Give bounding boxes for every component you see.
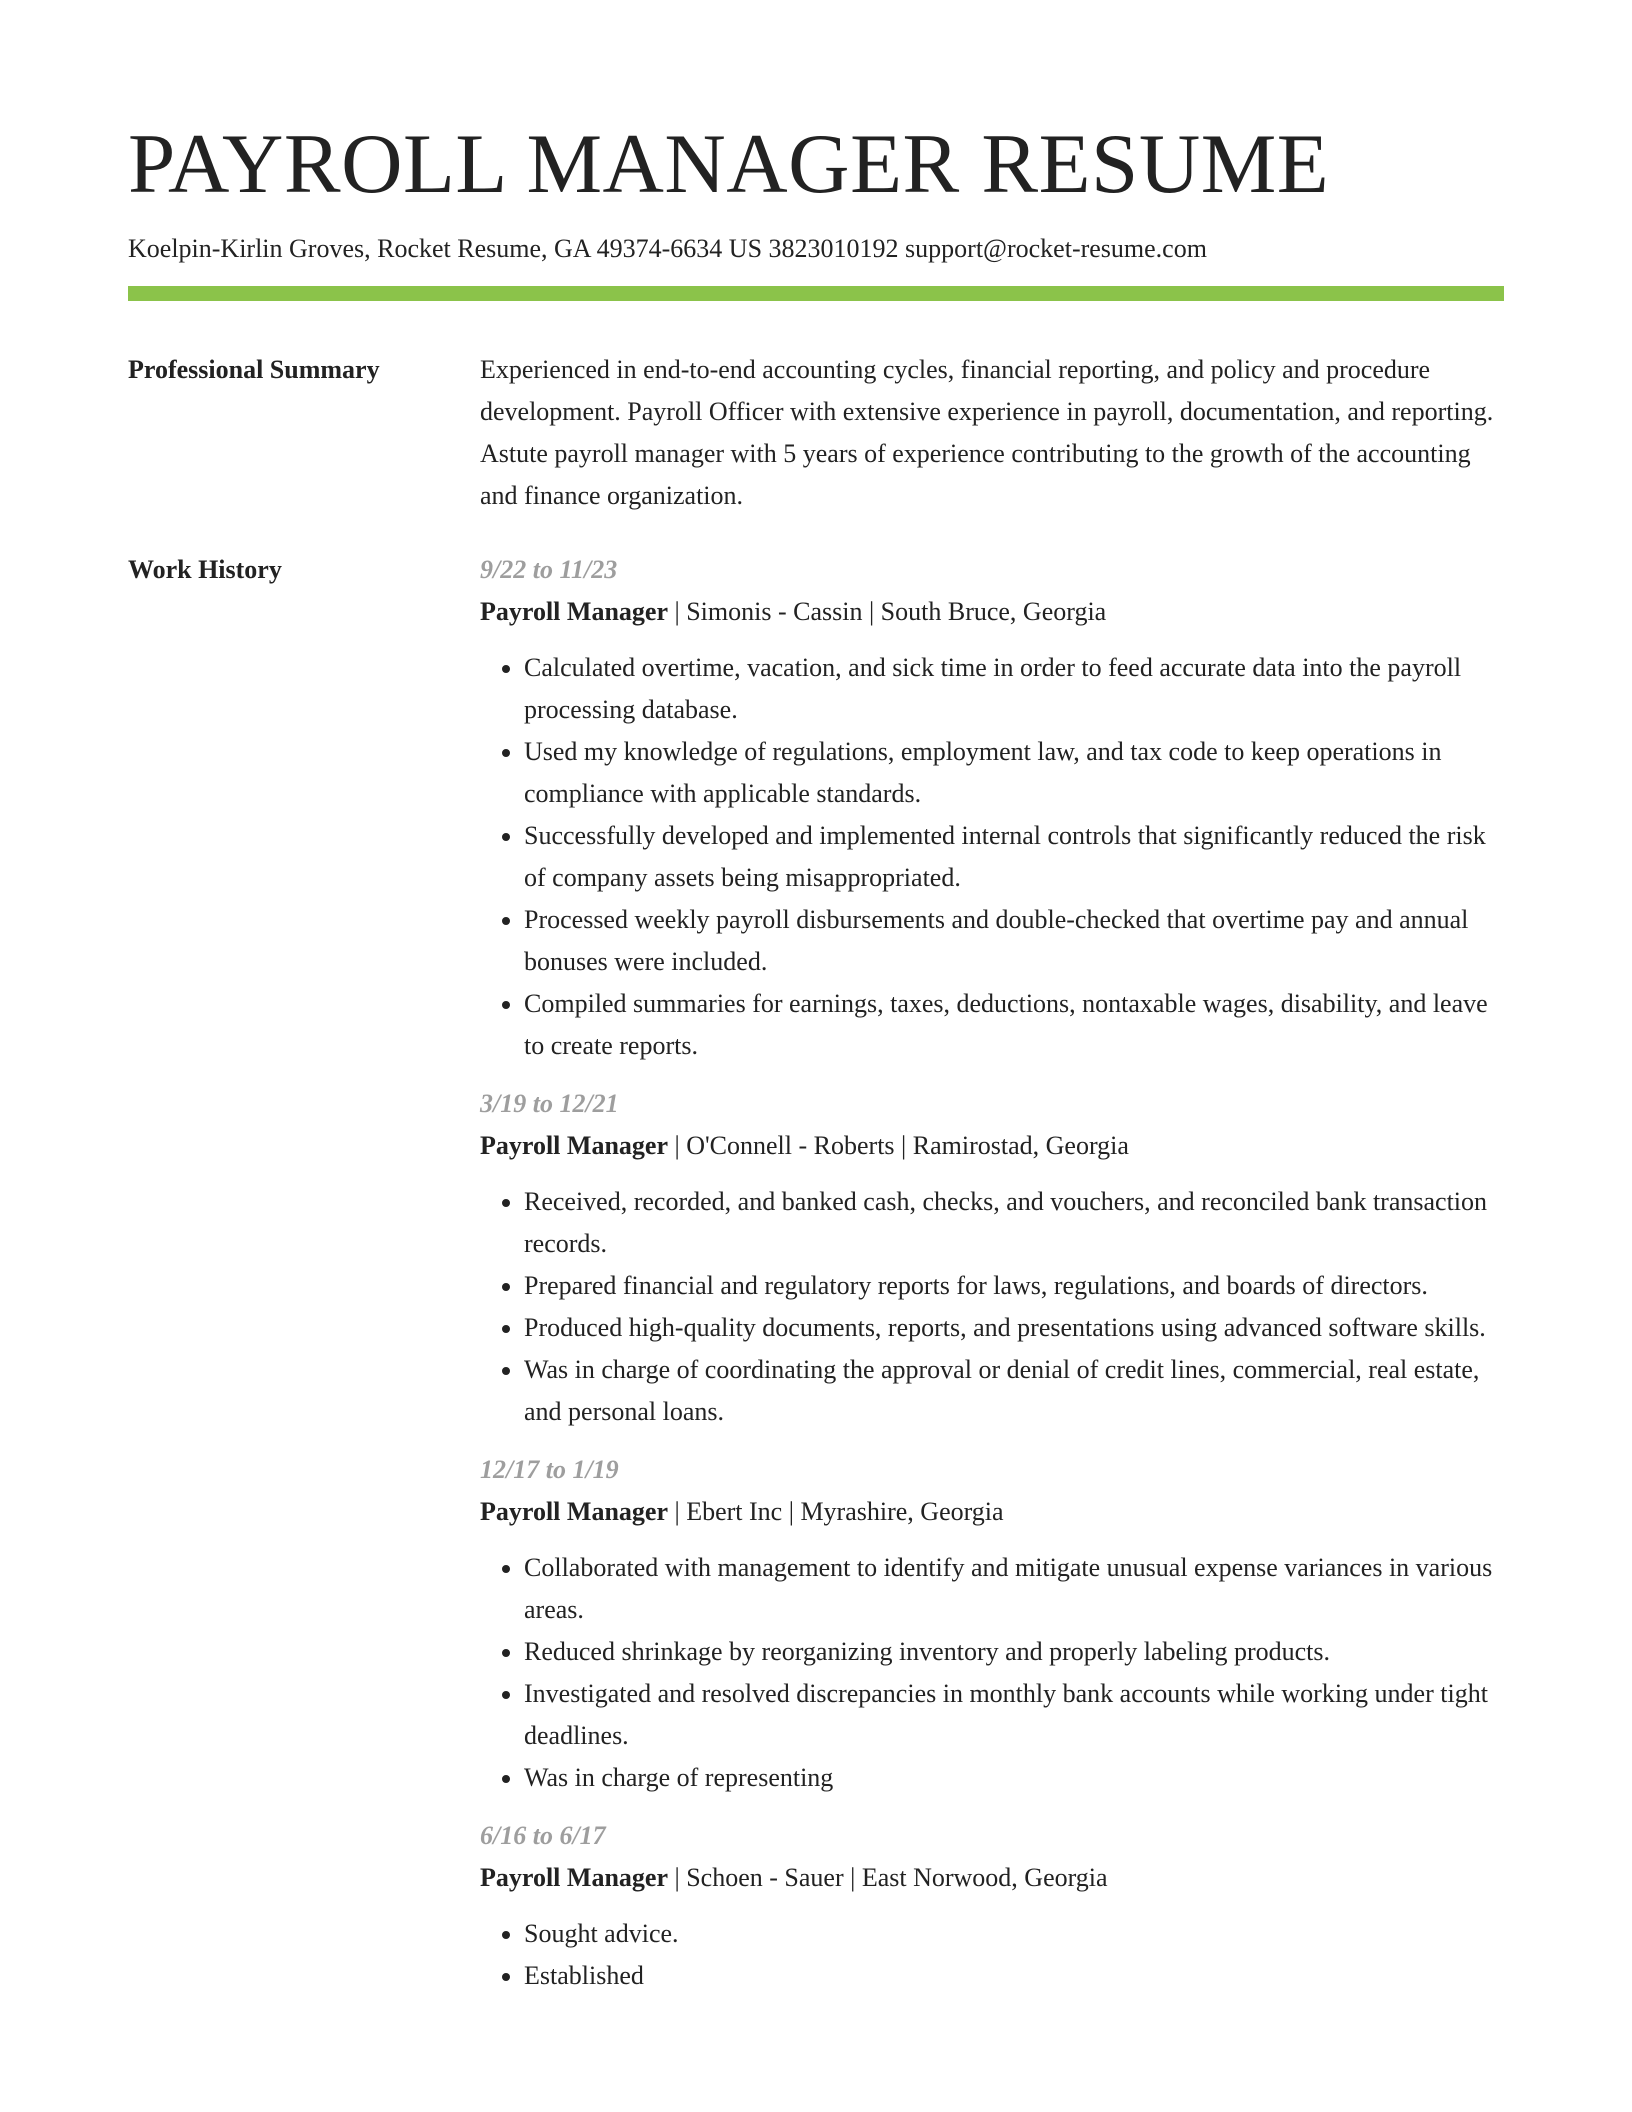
job-bullet: • Reduced shrinkage by reorganizing inventory and properly labeling products. (524, 1631, 1504, 1673)
job-bullet: • Compiled summaries for earnings, taxes, deductions, nontaxable wages, disability, and leave to create reports. (524, 983, 1504, 1067)
professional-summary-label: Professional Summary (128, 355, 380, 384)
professional-summary-body (480, 349, 1504, 517)
job-location: East Norwood, Georgia (861, 1863, 1108, 1892)
header-divider (128, 286, 1504, 301)
job-bullet: • Calculated overtime, vacation, and sick time in order to feed accurate data into the payroll processing database. (524, 647, 1504, 731)
job-company: Ebert Inc (686, 1497, 783, 1526)
job-location: Ramirostad, Georgia (912, 1131, 1129, 1160)
job-bullets (480, 647, 1504, 1067)
work-history-label: Work History (128, 555, 282, 584)
job-title-line (480, 591, 1504, 633)
job-location: Myrashire, Georgia (800, 1497, 1004, 1526)
job-title-line (480, 1857, 1504, 1899)
job-bullet: • Received, recorded, and banked cash, checks, and vouchers, and reconciled bank transaction records. (524, 1181, 1504, 1265)
job-separator: | (667, 597, 687, 626)
job-bullets (480, 1181, 1504, 1433)
job-bullet: • Successfully developed and implemented internal controls that significantly reduced the risk of company assets being misappropriated. (524, 815, 1504, 899)
job-bullet: • Established (524, 1955, 1504, 1997)
job-title: Payroll Manager (480, 1131, 668, 1160)
professional-summary-text: Experienced in end-to-end accounting cycles, financial reporting, and policy and procedure development. Payroll Officer with extensive experience in payroll, documentation, and reporting. Astute payroll manager with 5 years of experience contributing to the growth of the accounting and finance organization. (480, 355, 1494, 510)
job-bullet: • Investigated and resolved discrepancies in monthly bank accounts while working under tight deadlines. (524, 1673, 1504, 1757)
job-separator: | (667, 1497, 687, 1526)
job-bullet: • Produced high-quality documents, reports, and presentations using advanced software skills. (524, 1307, 1504, 1349)
job-bullet: • Used my knowledge of regulations, employment law, and tax code to keep operations in compliance with applicable standards. (524, 731, 1504, 815)
job-bullets (480, 1547, 1504, 1799)
job-bullet: • Prepared financial and regulatory reports for laws, regulations, and boards of directors. (524, 1265, 1504, 1307)
job-separator: | (667, 1863, 687, 1892)
work-history-jobs (480, 549, 1504, 2013)
job-bullet: • Processed weekly payroll disbursements and double-checked that overtime pay and annual bonuses were included. (524, 899, 1504, 983)
job-separator: | (667, 1131, 687, 1160)
job-separator: | (843, 1863, 862, 1892)
resume-title: PAYROLL MANAGER RESUME (128, 117, 1330, 211)
job-dates: 6/16 to 6/17 (480, 1821, 606, 1850)
job-entry (480, 549, 1504, 1067)
job-dates: 9/22 to 11/23 (480, 555, 618, 584)
job-dates: 12/17 to 1/19 (480, 1455, 619, 1484)
job-title-line (480, 1491, 1504, 1533)
job-company: Schoen - Sauer (686, 1863, 844, 1892)
job-bullet: • Was in charge of coordinating the approval or denial of credit lines, commercial, real estate, and personal loans. (524, 1349, 1504, 1433)
job-bullet: • Sought advice. (524, 1913, 1504, 1955)
job-company: Simonis - Cassin (686, 597, 863, 626)
job-title: Payroll Manager (480, 1863, 668, 1892)
contact-line: Koelpin-Kirlin Groves, Rocket Resume, GA 49374-6634 US 3823010192 support@rocket-resume.com (128, 234, 1207, 263)
job-bullet: • Collaborated with management to identify and mitigate unusual expense variances in various areas. (524, 1547, 1504, 1631)
job-entry (480, 1449, 1504, 1799)
job-title: Payroll Manager (480, 1497, 668, 1526)
job-bullet: • Was in charge of representing (524, 1757, 1504, 1799)
job-title: Payroll Manager (480, 597, 668, 626)
job-entry (480, 1083, 1504, 1433)
job-dates: 3/19 to 12/21 (480, 1089, 619, 1118)
job-company: O'Connell - Roberts (686, 1131, 895, 1160)
job-separator: | (782, 1497, 801, 1526)
job-separator: | (894, 1131, 913, 1160)
job-title-line (480, 1125, 1504, 1167)
job-separator: | (862, 597, 881, 626)
job-entry (480, 1815, 1504, 1997)
job-location: South Bruce, Georgia (880, 597, 1107, 626)
job-bullets (480, 1913, 1504, 1997)
